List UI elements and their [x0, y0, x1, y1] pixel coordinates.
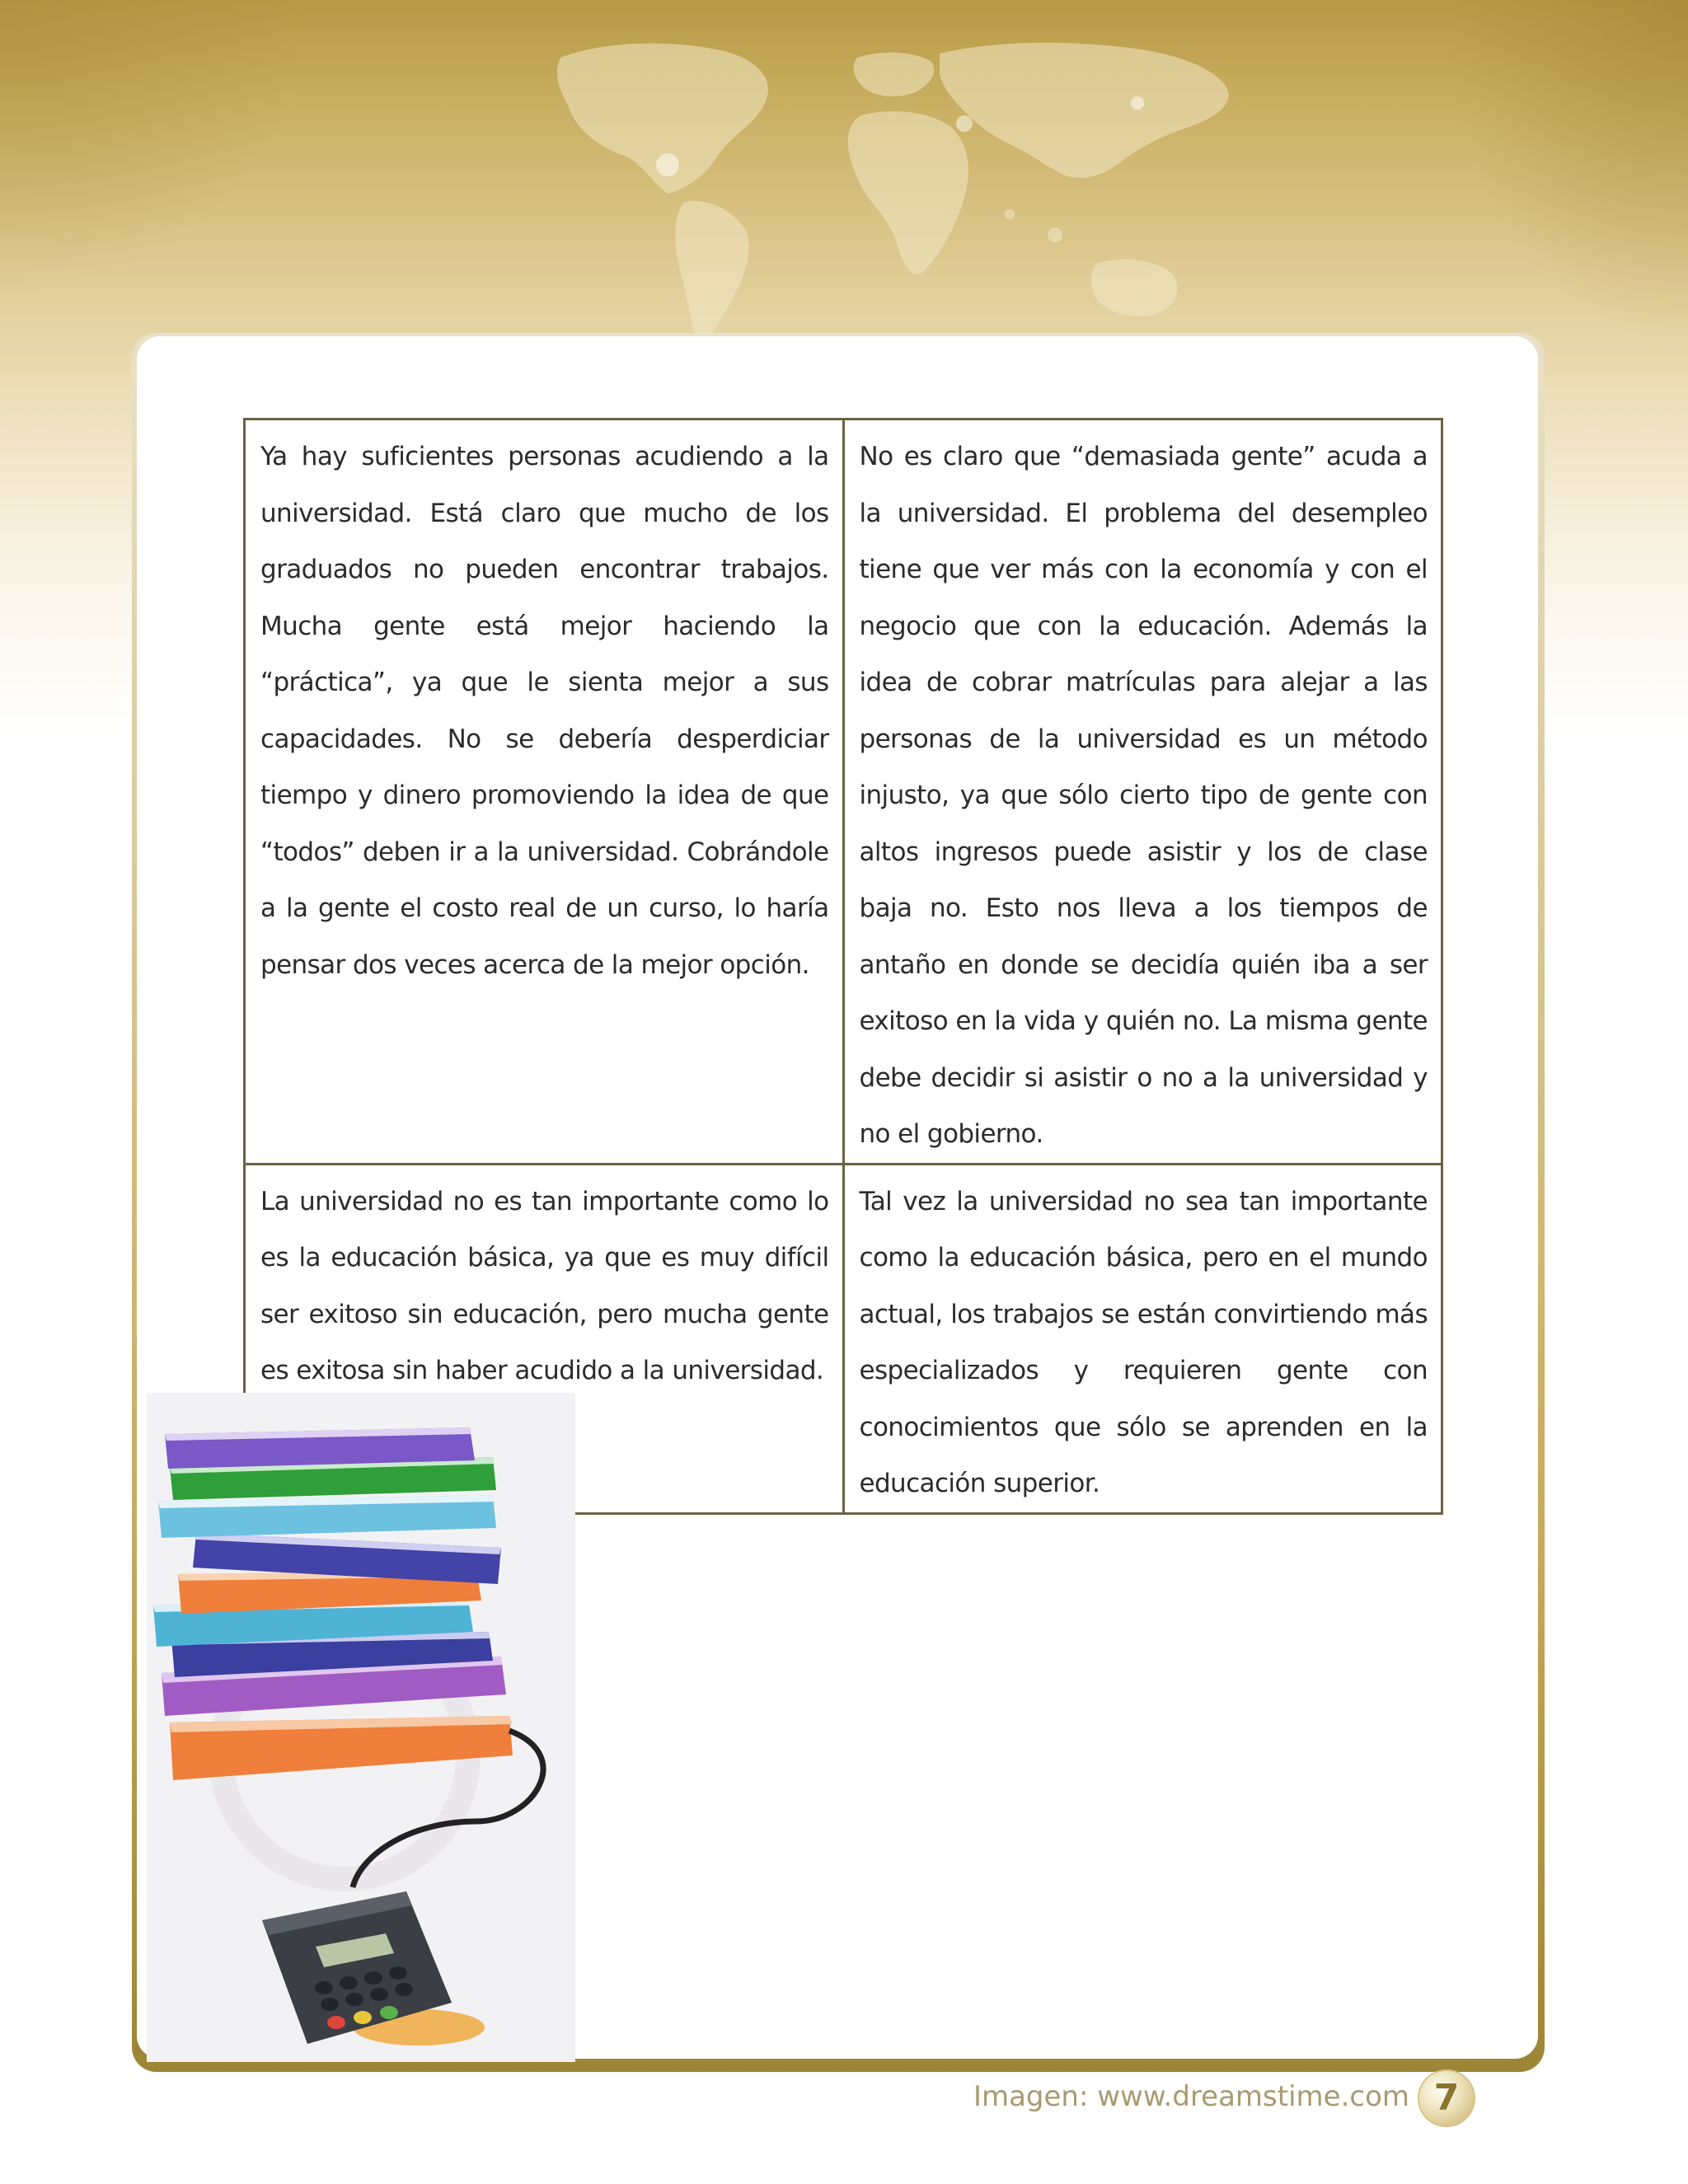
argument-cell-top-right: No es claro que “demasiada gente” acuda a la universidad. El problema del desempleo tiene que ver más con la economía y con el negocio que con la educación. Además la idea de cobrar matrículas para alejar a las personas de la universidad es un método injusto, ya que sólo cierto tipo de gente con altos ingresos puede asistir y los de clase baja no. Esto nos lleva a los tiempos de antaño en donde se decidía quién iba a ser exitoso en la vida y quién no. La misma gente debe decidir si asistir o no a la universidad y no el gobierno.	[843, 419, 1442, 1165]
image-credit: Imagen: www.dreamstime.com	[973, 2080, 1409, 2113]
argument-cell-bottom-right: Tal vez la universidad no sea tan importante como la educación básica, pero en el mundo actual, los trabajos se están convirtiendo más especializados y requieren gente con conocimientos que sólo se aprenden en la educación superior.	[843, 1164, 1442, 1513]
table-row	[245, 419, 1442, 1165]
argument-cell-bottom-left: La universidad no es tan importante como lo es la educación básica, ya que es muy difícil ser exitoso sin educación, pero mucha gente es exitosa sin haber acudido a la universidad.	[245, 1164, 844, 1513]
books-card-terminal-photo	[147, 1393, 575, 2062]
world-map-icon	[528, 25, 1253, 354]
argument-cell-top-left: Ya hay suficientes personas acudiendo a la universidad. Está claro que mucho de los graduados no pueden encontrar trabajos. Mucha gente está mejor haciendo la “práctica”, ya que le sienta mejor a sus capacidades. No se debería desperdiciar tiempo y dinero promoviendo la idea de que “todos” deben ir a la universidad. Cobrándole a la gente el costo real de un curso, lo haría pensar dos veces acerca de la mejor opción.	[245, 419, 844, 1165]
page-number-badge	[1419, 2071, 1474, 2125]
arguments-table	[243, 418, 1443, 1515]
book-stack-icon	[153, 1427, 513, 1780]
page-number: 7	[1433, 2077, 1460, 2119]
